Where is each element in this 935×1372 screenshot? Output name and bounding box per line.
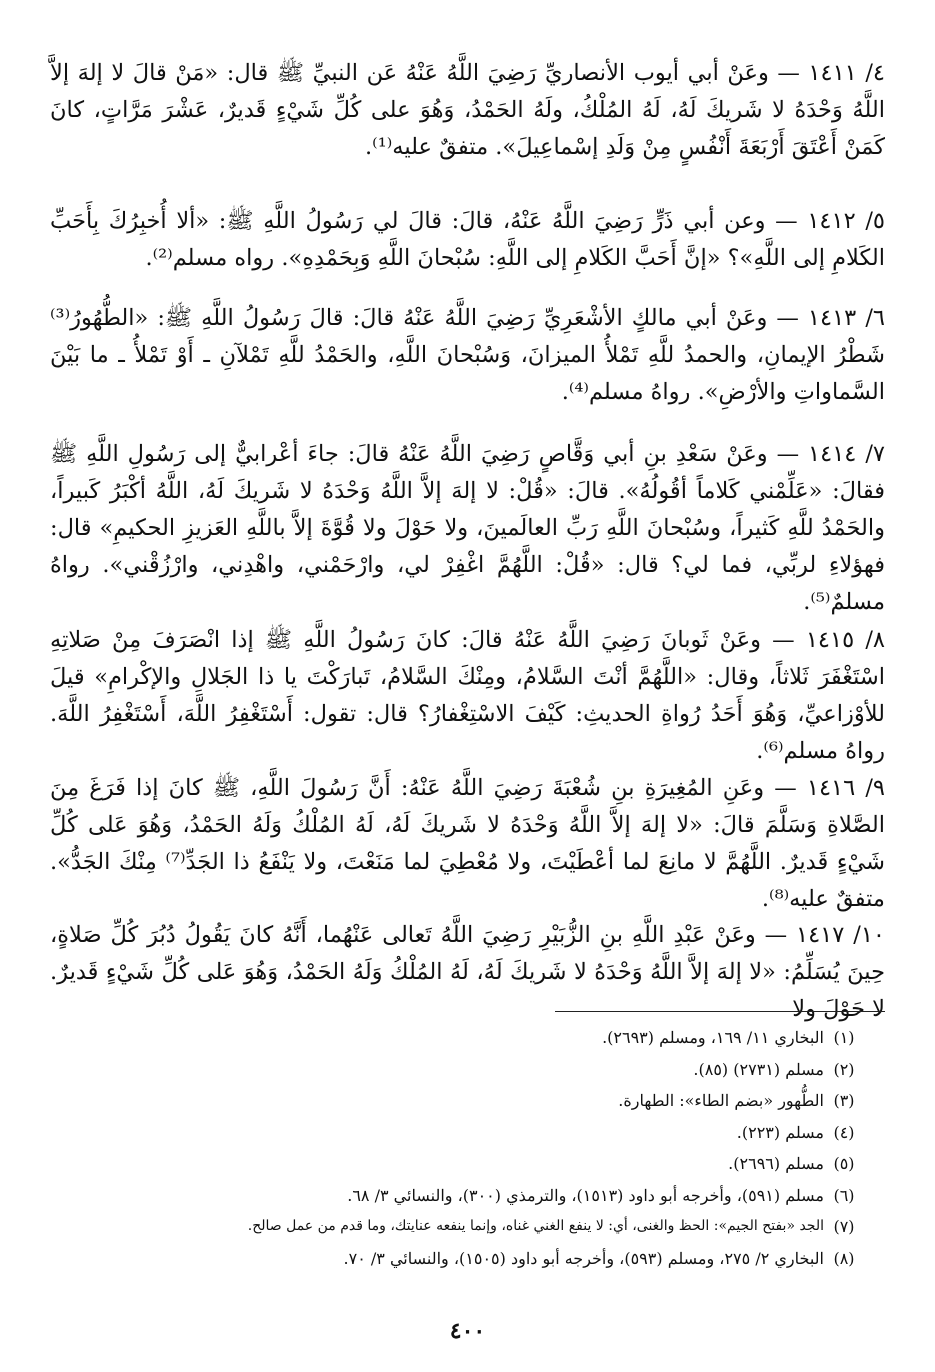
footnote-number: (٨) <box>833 1248 855 1268</box>
footnote-divider <box>555 1011 885 1012</box>
hadith-1415: ٨/ ١٤١٥ — وعَنْ ثَوبانَ رَضِيَ اللَّهُ عَنْهُ قالَ: كانَ رَسُولُ اللَّهِ ﷺ إذا انْصَرَفَ مِنْ صَلاتِهِ اسْتَغْفَرَ ثَلاثاً، وقال: «اللَّهُمَّ أنْتَ السَّلامُ، ومِنْكَ السَّلامُ، تَبارَكْتَ يا ذا الجَلالِ والإكْرامِ» قيلَ للأوْزاعيِّ، وَهُوَ أَحَدُ رُواةِ الحديثِ: كَيْفَ الاسْتِغْفارُ؟ قال: تقول: أَسْتَغْفِرُ اللَّهَ، أَسْتَغْفِرُ اللَّهَ. رواهُ مسلم⁽⁶⁾. <box>50 627 886 764</box>
hadith-1411: ٤/ ١٤١١ — وعَنْ أبي أيوب الأنصاريِّ رَضِيَ اللَّهُ عَنْهُ عَن النبيِّ ﷺ قال: «مَنْ قالَ لا إلهَ إلاَّ اللَّهُ وَحْدَهُ لا شَريكَ لَهُ، لَهُ المُلْكُ، ولَهُ الحَمْدُ، وَهُوَ على كُلِّ شَيْءٍ قَديرٌ، عَشْرَ مَرَّاتٍ، كانَ كَمَنْ أَعْتَقَ أَرْبَعَةَ أَنْفُسٍ مِنْ وَلَدِ إسْماعِيلَ». متفقٌ عليه⁽¹⁾. <box>50 60 885 160</box>
hadith-1417: ١٠/ ١٤١٧ — وعَنْ عَبْدِ اللَّهِ بنِ الزُّبَيْرِ رَضِيَ اللَّهُ تَعالى عَنْهُما، أَنَّهُ كانَ يَقُولُ دُبُرَ كُلِّ صَلاةٍ، حِينَ يُسَلِّمُ: «لا إلهَ إلاَّ اللَّهُ وَحْدَهُ لا شَريكَ لَهُ، لَهُ المُلْكُ وَلَهُ الحَمْدُ، وَهُوَ عَلى كُلِّ شَيْءٍ قَديرٌ. لا حَوْلَ ولا <box>50 922 885 1022</box>
footnote-text: مسلم (٢٧٣١) (٨٥). <box>693 1059 824 1079</box>
footnotes <box>40 1022 864 1274</box>
footnote-number: (٦) <box>833 1185 855 1205</box>
footnote <box>40 1054 864 1086</box>
footnote-text: الطُّهور «بضم الطاء»: الطهارة. <box>618 1091 824 1110</box>
footnote <box>40 1148 864 1180</box>
footnote-number: (٥) <box>833 1154 855 1173</box>
hadith-1414: ٧/ ١٤١٤ — وعَنْ سَعْدِ بنِ أبي وَقَّاصٍ رَضِيَ اللَّهُ عَنْهُ قالَ: جاءَ أعْرابيٌّ إلى رَسُولِ اللَّهِ ﷺ فقالَ: «عَلِّمْني كَلاماً أقُولُهُ». قالَ: «قُلْ: لا إلهَ إلاَّ اللَّهُ وَحْدَهُ لا شَريكَ لَهُ، اللَّهُ أكْبَرُ كَبيراً، والحَمْدُ للَّهِ كَثيراً، وسُبْحانَ اللَّهِ رَبِّ العالَمينَ، ولا حَوْلَ ولا قُوَّةَ إلاَّ باللَّهِ العَزيزِ الحكيمِ» قال: فهؤلاءِ لربِّي، فما لي؟ قال: «قُلْ: اللَّهُمَّ اغْفِرْ لي، وارْحَمْني، واهْدِني، وارْزُقْني». رواهُ مسلمٌ⁽⁵⁾. <box>50 441 886 615</box>
footnote <box>40 1243 864 1275</box>
footnote-text: مسلم (٢٢٣). <box>736 1122 824 1142</box>
footnote-text: مسلم (٢٦٩٦). <box>728 1154 824 1173</box>
footnote <box>40 1022 864 1054</box>
hadith-1412: ٥/ ١٤١٢ — وعن أبي ذَرٍّ رَضِيَ اللَّهُ عَنْهُ، قالَ: قالَ لي رَسُولُ اللَّهِ ﷺ: «ألا أُخبِرُكَ بِأَحَبِّ الكَلامِ إلى اللَّهِ»؟ «إنَّ أَحَبَّ الكَلامِ إلى اللَّهِ: سُبْحانَ اللَّهِ وَبِحَمْدِهِ». رواه مسلم⁽²⁾. <box>50 208 885 271</box>
hadith-1416: ٩/ ١٤١٦ — وعَنِ المُغِيرَةِ بنِ شُعْبَةَ رَضِيَ اللَّهُ عَنْهُ: أَنَّ رَسُولَ اللَّهِ، ﷺ كانَ إذا فَرَغَ مِنَ الصَّلاةِ وَسَلَّمَ قالَ: «لا إلهَ إلاَّ اللَّهُ وَحْدَهُ لا شَريكَ لَهُ، لَهُ المُلْكُ وَلَهُ الحَمْدُ، وَهُوَ عَلى كُلِّ شَيْءٍ قَديرٌ. اللَّهُمَّ لا مانِعَ لما أعْطَيْتَ، ولا مُعْطِيَ لما مَنَعْتَ، ولا يَنْفَعُ ذا الجَدِّ⁽⁷⁾ مِنْكَ الجَدُّ». متفقٌ عليه⁽⁸⁾. <box>50 775 886 912</box>
footnote-text: الجد «بفتح الجيم»: الحظ والغنى، أي: لا ينفع الغني غناه، وإنما ينفعه عنايتك، وما قدم من عمل صالح. <box>247 1218 824 1234</box>
footnote-number: (١) <box>833 1028 855 1047</box>
footnote <box>40 1085 864 1117</box>
footnote-text: البخاري ٢/ ٢٧٥، ومسلم (٥٩٣)، وأخرجه أبو داود (١٥٠٥)، والنسائي ٣/ ٧٠. <box>343 1248 824 1268</box>
footnote <box>40 1211 864 1243</box>
footnote <box>40 1180 864 1212</box>
footnote-number: (٣) <box>833 1091 855 1110</box>
footnote-number: (٧) <box>833 1217 855 1236</box>
page-number: ٤٠٠ <box>449 1318 486 1344</box>
hadith-1413: ٦/ ١٤١٣ — وعَنْ أبي مالكٍ الأشْعَرِيِّ رَضِيَ اللَّهُ عَنْهُ قالَ: قالَ رَسُولُ اللَّهِ ﷺ: «الطُّهُورُ⁽³⁾ شَطْرُ الإيمانِ، والحمدُ للَّهِ تَمْلأُ الميزانَ، وَسُبْحانَ اللَّهِ، والحَمْدُ للَّهِ تَمْلآنِ ـ أَوْ تَمْلأُ ـ ما بَيْنَ السَّماواتِ والأرْضِ». رواهُ مسلم⁽⁴⁾. <box>50 305 885 405</box>
footnote-text: البخاري ١١/ ١٦٩، ومسلم (٢٦٩٣). <box>602 1028 824 1047</box>
footnote-number: (٢) <box>833 1059 855 1079</box>
footnote <box>40 1117 864 1149</box>
footnote-text: مسلم (٥٩١)، وأخرجه أبو داود (١٥١٣)، والترمذي (٣٠٠)، والنسائي ٣/ ٦٨. <box>347 1185 824 1205</box>
footnote-number: (٤) <box>833 1122 855 1142</box>
